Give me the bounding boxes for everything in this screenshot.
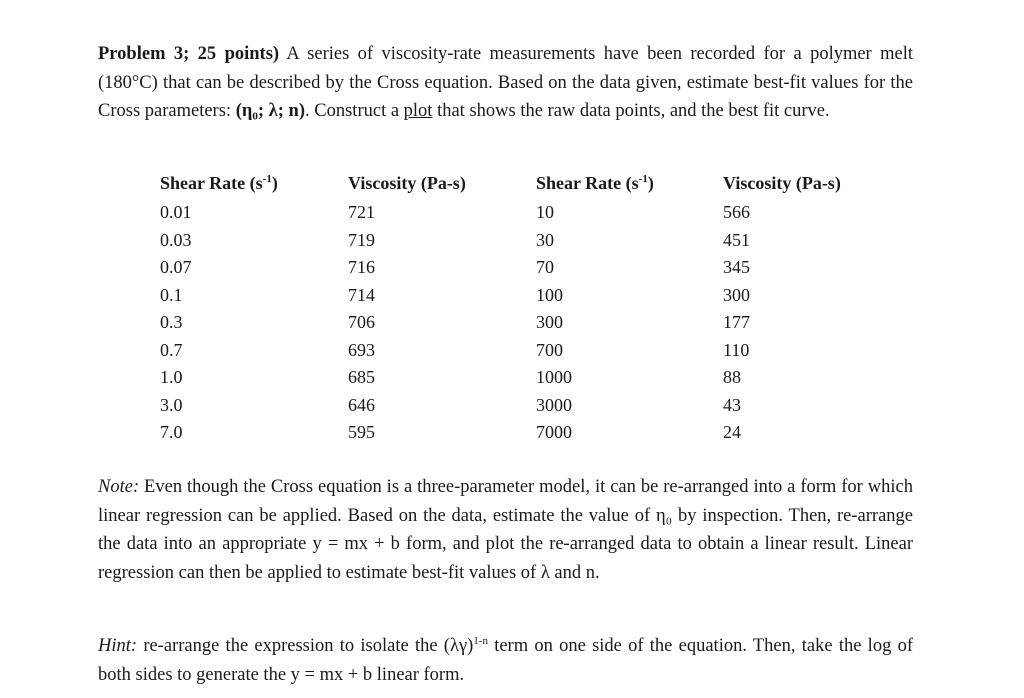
note-paragraph — [98, 473, 913, 587]
table-cell: 7.0 — [160, 422, 183, 442]
table-cell: 30 — [536, 229, 554, 250]
table-row — [160, 340, 883, 368]
hint-paragraph — [98, 632, 913, 689]
viscosity-data-table — [160, 173, 883, 450]
table-cell: 10 — [536, 202, 554, 222]
table-cell: 0.3 — [160, 312, 183, 332]
table-cell: 110 — [723, 339, 750, 360]
table-cell: 300 — [536, 312, 563, 332]
table-cell: 1000 — [536, 367, 572, 387]
table-cell: 0.7 — [160, 339, 183, 360]
problem-statement — [98, 40, 913, 126]
header-viscosity-2: Viscosity (Pa-s) — [723, 173, 841, 193]
table-cell: 100 — [536, 284, 563, 305]
table-row — [160, 312, 883, 340]
hint-text-2: term on one side of the equation. Then, take the log of both sides to generate the y = mx + b linear form. — [98, 636, 913, 685]
table-cell: 0.01 — [160, 202, 192, 222]
table-cell: 646 — [348, 394, 375, 415]
table-cell: 706 — [348, 312, 375, 332]
table-header-row — [160, 173, 883, 202]
table-row — [160, 367, 883, 395]
table-cell: 1.0 — [160, 367, 183, 387]
header-viscosity-1: Viscosity (Pa-s) — [348, 173, 466, 193]
table-cell: 345 — [723, 257, 750, 277]
table-cell: 700 — [536, 339, 563, 360]
hint-text-1: re-arrange the expression to isolate the (λγ) — [137, 636, 474, 656]
header-shear-rate-1: Shear Rate $(s^{-1})$ — [160, 173, 278, 193]
table-cell: 0.07 — [160, 257, 192, 277]
problem-label: Problem 3; 25 points) — [98, 44, 280, 64]
table-cell: 714 — [348, 284, 375, 305]
table-cell: 3000 — [536, 394, 572, 415]
cross-parameters: (η₀; λ; n) — [235, 101, 306, 121]
table-cell: 43 — [723, 394, 741, 415]
note-label: Note: — [98, 477, 140, 497]
table-cell: 716 — [348, 257, 375, 277]
table-row — [160, 230, 883, 258]
plot-word: plot — [403, 101, 433, 121]
header-shear-rate-2: Shear Rate $(s^{-1})$ — [536, 173, 654, 193]
table-row — [160, 202, 883, 230]
table-cell: 595 — [348, 422, 375, 442]
table-cell: 719 — [348, 229, 375, 250]
table-row — [160, 285, 883, 313]
table-cell: 451 — [723, 229, 750, 250]
table-cell: 693 — [348, 339, 375, 360]
table-cell: 566 — [723, 202, 750, 222]
table-cell: 721 — [348, 202, 375, 222]
table-cell: 177 — [723, 312, 750, 332]
table-cell: 88 — [723, 367, 741, 387]
problem-text-2: . Construct a — [305, 101, 404, 121]
table-cell: 685 — [348, 367, 375, 387]
table-cell: 3.0 — [160, 394, 183, 415]
table-cell: 0.1 — [160, 284, 183, 305]
table-cell: 300 — [723, 284, 750, 305]
problem-text-1: A series of viscosity-rate measurements have been recorded for a polymer melt (180°C) that can be described by the Cross equation. Based on the data given, estimate best-fit values for the Cross parameters: — [98, 44, 913, 121]
table-cell: 24 — [723, 422, 741, 442]
hint-exponent: 1-n — [473, 635, 488, 647]
note-text: Even though the Cross equation is a three-parameter model, it can be re-arranged into a form for which linear regression can be applied. Based on the data, estimate the value of η₀ by inspection. Then, re-arrange the data into an appropriate y = mx + b form, and plot the re-arranged data to obtain a linear result. Linear regression can then be applied to estimate best-fit values of λ and n. — [98, 477, 913, 583]
table-row — [160, 257, 883, 285]
hint-label: Hint: — [98, 636, 138, 656]
table-cell: 70 — [536, 257, 554, 277]
problem-text-3: that shows the raw data points, and the best fit curve. — [432, 101, 830, 121]
table-cell: 7000 — [536, 422, 572, 442]
table-cell: 0.03 — [160, 229, 192, 250]
table-row — [160, 395, 883, 423]
table-row — [160, 422, 883, 450]
